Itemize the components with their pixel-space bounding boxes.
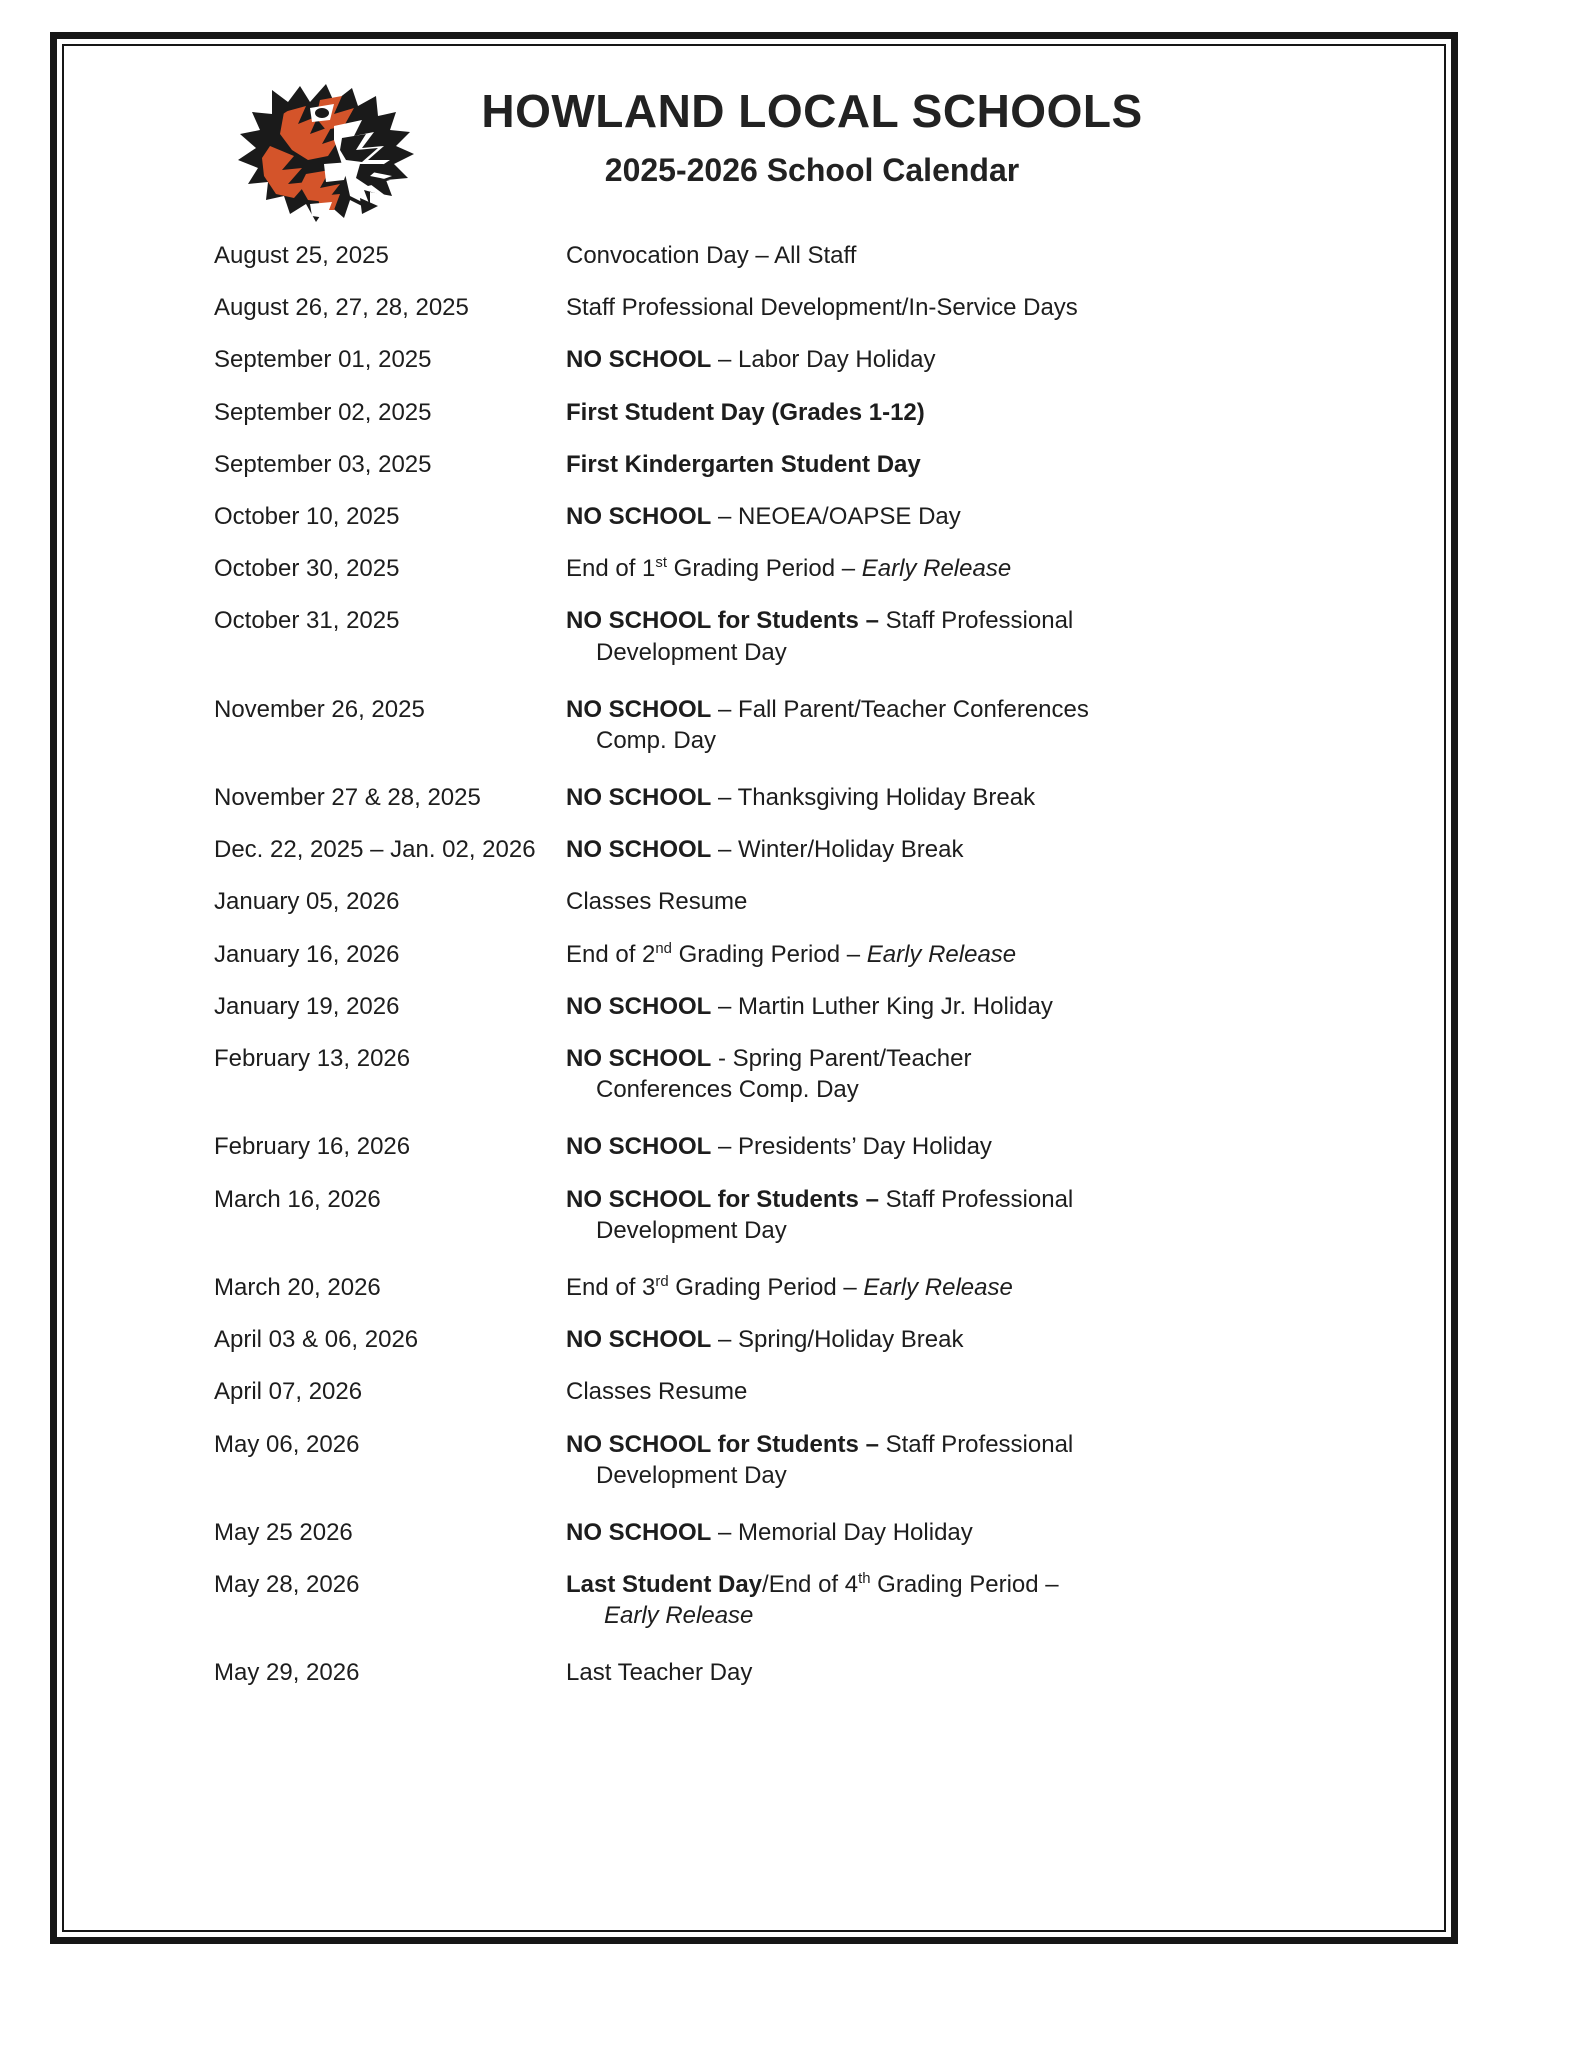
calendar-row-date: January 19, 2026 (214, 992, 400, 1020)
calendar-row (62, 1517, 1446, 1548)
calendar-row (62, 605, 1446, 667)
calendar-row-description: NO SCHOOL for Students – Staff Professional Development Day (566, 607, 1074, 666)
calendar-row (62, 292, 1446, 323)
calendar-row (62, 1376, 1446, 1407)
calendar-row (62, 344, 1446, 375)
calendar-row-description: NO SCHOOL – NEOEA/OAPSE Day (566, 502, 961, 530)
calendar-row-description: Classes Resume (566, 888, 748, 916)
calendar-row-date: May 29, 2026 (214, 1659, 360, 1687)
calendar-row (62, 553, 1446, 584)
calendar-row (62, 1043, 1446, 1105)
page-content (62, 44, 1446, 1932)
calendar-row-description: NO SCHOOL – Thanksgiving Holiday Break (566, 784, 1036, 812)
calendar-row (62, 1131, 1446, 1162)
calendar-row-date: September 01, 2025 (214, 346, 432, 374)
calendar-row-date: September 03, 2025 (214, 450, 432, 478)
tiger-head-logo-icon (214, 72, 424, 232)
calendar-row-description: Last Student Day/End of 4th Grading Period – Early Release (566, 1571, 1059, 1630)
calendar-row-description: Convocation Day – All Staff (566, 242, 857, 269)
calendar-row-date: April 07, 2026 (214, 1378, 363, 1406)
calendar-row-description: NO SCHOOL – Fall Parent/Teacher Conferences Comp. Day (566, 695, 1089, 754)
calendar-row-description: NO SCHOOL for Students – Staff Professional Development Day (566, 1430, 1074, 1489)
calendar-row-date: October 30, 2025 (214, 555, 400, 583)
calendar-row-description: NO SCHOOL – Memorial Day Holiday (566, 1518, 973, 1546)
calendar-row-date: November 27 & 28, 2025 (214, 784, 481, 812)
header-titles (442, 86, 1182, 188)
calendar-row-date: March 20, 2026 (214, 1273, 381, 1301)
calendar-row-date: September 02, 2025 (214, 398, 432, 426)
calendar-row (62, 694, 1446, 756)
calendar-row-date: August 26, 27, 28, 2025 (214, 294, 469, 322)
calendar-row-date: January 05, 2026 (214, 888, 400, 916)
calendar-row-date: October 31, 2025 (214, 607, 400, 635)
calendar-row-description: First Student Day (Grades 1-12) (566, 398, 925, 426)
calendar-row-date: May 06, 2026 (214, 1430, 360, 1458)
calendar-row (62, 449, 1446, 480)
calendar-row (62, 1272, 1446, 1303)
calendar-row-date: March 16, 2026 (214, 1185, 381, 1213)
calendar-row-date: May 28, 2026 (214, 1571, 360, 1599)
page-subtitle: 2025-2026 School Calendar (604, 151, 1020, 188)
calendar-row-date: February 16, 2026 (214, 1133, 411, 1161)
calendar-row (62, 1324, 1446, 1355)
calendar-row-date: May 25 2026 (214, 1518, 353, 1546)
calendar-row-description: First Kindergarten Student Day (566, 450, 921, 478)
calendar-row (62, 1657, 1446, 1688)
calendar-row-date: February 13, 2026 (214, 1045, 411, 1072)
calendar-row (62, 939, 1446, 970)
calendar-row (62, 834, 1446, 865)
calendar-row-description: End of 3rd Grading Period – Early Release (566, 1273, 1013, 1301)
page-title: HOWLAND LOCAL SCHOOLS (481, 85, 1143, 137)
calendar-row-description: NO SCHOOL – Presidents’ Day Holiday (566, 1133, 992, 1161)
calendar-row-description: Classes Resume (566, 1378, 748, 1406)
calendar-row (62, 1184, 1446, 1246)
calendar-row-description: End of 2nd Grading Period – Early Release (566, 940, 1017, 968)
calendar-row-date: January 16, 2026 (214, 940, 400, 968)
calendar-row (62, 501, 1446, 532)
calendar-row-date: November 26, 2025 (214, 695, 425, 723)
calendar-row-description: NO SCHOOL for Students – Staff Professional Development Day (566, 1185, 1074, 1244)
calendar-row (62, 397, 1446, 428)
calendar-row-description: NO SCHOOL – Martin Luther King Jr. Holiday (566, 992, 1053, 1020)
page-header (62, 44, 1446, 234)
calendar-row (62, 782, 1446, 813)
calendar-row-description: Last Teacher Day (566, 1659, 753, 1687)
calendar-row-description: End of 1st Grading Period – Early Release (566, 555, 1012, 583)
calendar-row (62, 1429, 1446, 1491)
calendar-row-list (62, 240, 1446, 1710)
calendar-row-date: Dec. 22, 2025 – Jan. 02, 2026 (214, 836, 536, 864)
calendar-row-description: NO SCHOOL - Spring Parent/Teacher Conferences Comp. Day (566, 1045, 972, 1104)
calendar-row-date: April 03 & 06, 2026 (214, 1326, 419, 1354)
calendar-row-description: NO SCHOOL – Spring/Holiday Break (566, 1326, 964, 1354)
calendar-row (62, 240, 1446, 271)
calendar-row (62, 991, 1446, 1022)
calendar-row (62, 1569, 1446, 1631)
calendar-row-date: October 10, 2025 (214, 502, 400, 530)
calendar-row (62, 886, 1446, 917)
calendar-row-date: August 25, 2025 (214, 242, 389, 269)
calendar-row-description: Staff Professional Development/In-Service Days (566, 294, 1078, 322)
calendar-row-description: NO SCHOOL – Winter/Holiday Break (566, 836, 964, 864)
calendar-row-description: NO SCHOOL – Labor Day Holiday (566, 346, 936, 374)
